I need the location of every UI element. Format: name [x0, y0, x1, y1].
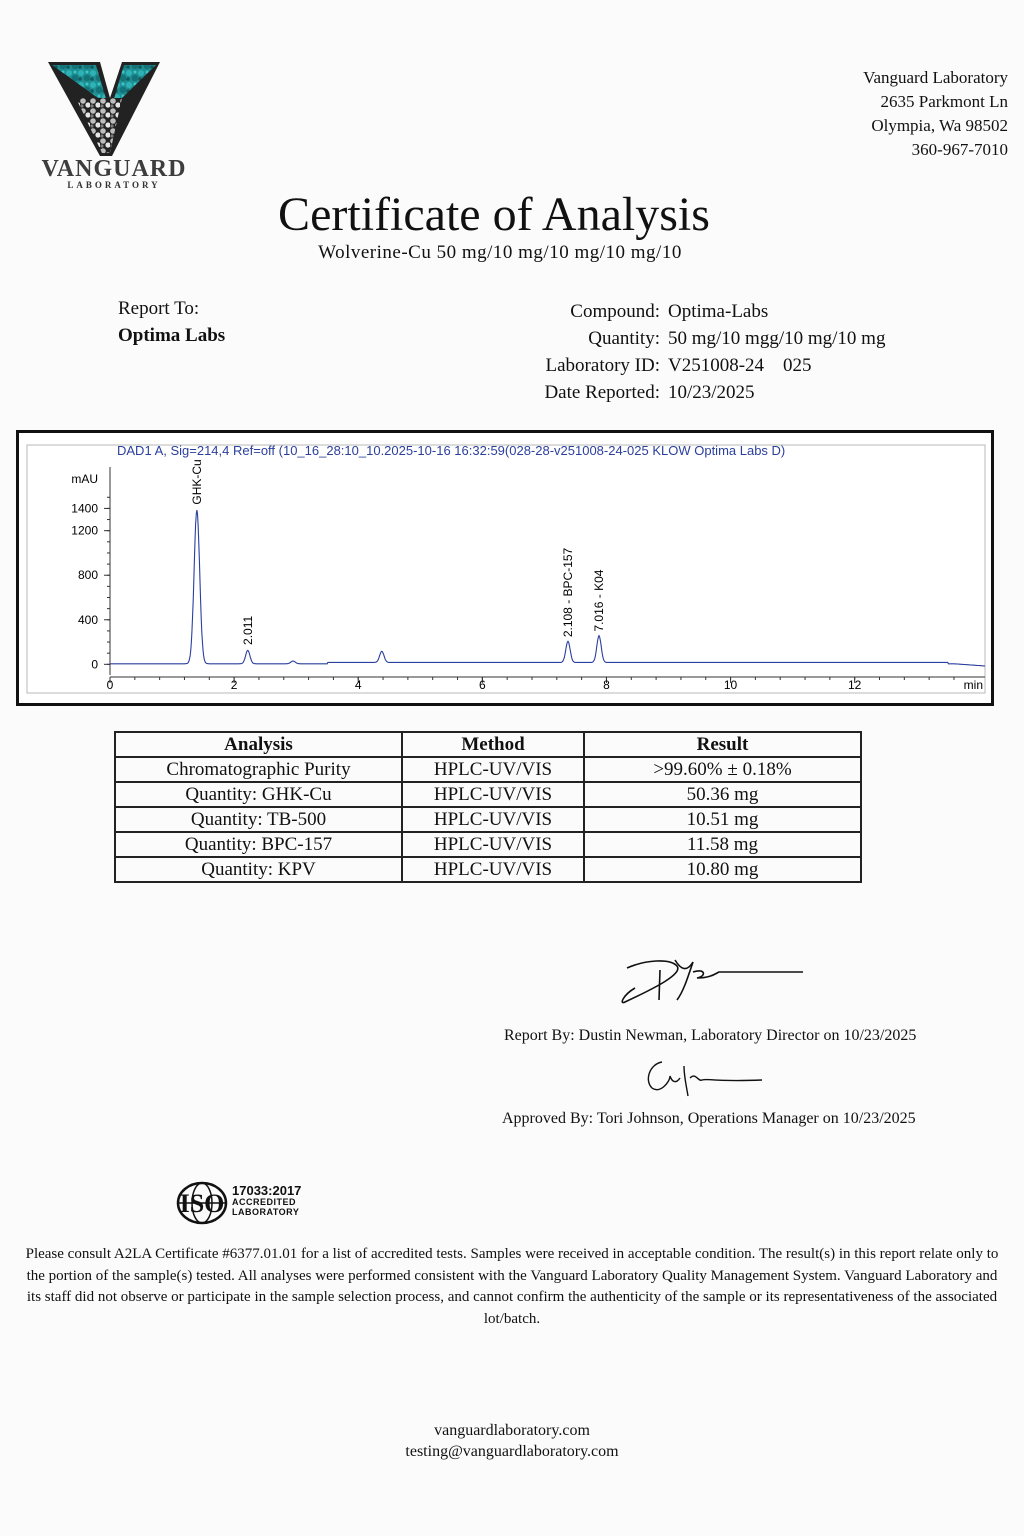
table-cell: 11.58 mg [584, 832, 861, 857]
lab-address [863, 66, 1008, 162]
detail-label: Compound: [570, 301, 660, 322]
detail-label: Quantity: [588, 328, 660, 349]
table-cell: 50.36 mg [584, 782, 861, 807]
iso-laboratory-word: LABORATORY [232, 1207, 300, 1217]
table-cell: HPLC-UV/VIS [402, 807, 584, 832]
table-cell: HPLC-UV/VIS [402, 857, 584, 882]
peak-label: 7.016 - K04 [592, 569, 607, 632]
table-row [115, 832, 861, 857]
detail-row [0, 325, 885, 352]
peak-label: GHK-Cu [189, 459, 204, 505]
report-by-line: Report By: Dustin Newman, Laboratory Director on 10/23/2025 [504, 1027, 917, 1044]
column-header: Analysis [115, 732, 402, 757]
sample-details [0, 298, 885, 406]
peak-label: 2.108 - BPC-157 [560, 547, 575, 638]
detail-value: V251008-24 025 [668, 355, 812, 376]
footer-email-link[interactable]: testing@vanguardlaboratory.com [405, 1443, 619, 1460]
detail-row [0, 298, 885, 325]
x-tick-label: 8 [603, 678, 610, 692]
report-to-label: Report To: [118, 298, 200, 319]
logo-wordmark: VANGUARD [41, 156, 187, 182]
table-cell: 10.80 mg [584, 857, 861, 882]
table-header-row [115, 732, 861, 757]
document-title: Certificate of Analysis [278, 188, 710, 241]
iso-globe-icon [174, 1180, 234, 1226]
iso-standard-number: 17033:2017 [232, 1183, 302, 1198]
table-cell: Chromatographic Purity [115, 757, 402, 782]
document-subtitle: Wolverine-Cu 50 mg/10 mg/10 mg/10 mg/10 [318, 242, 682, 263]
iso-accreditation-badge [174, 1180, 314, 1226]
iso-accredited-text [232, 1197, 299, 1217]
x-axis-label: min [963, 678, 983, 692]
logo-subtitle: LABORATORY [67, 180, 161, 190]
y-tick-label: 0 [91, 657, 98, 672]
table-cell: HPLC-UV/VIS [402, 832, 584, 857]
vanguard-logo [30, 58, 190, 188]
results-table [114, 731, 862, 883]
chart-title: DAD1 A, Sig=214,4 Ref=off (10_16_28:10_10.2025-10-16 16:32:59(028-28-v251008-24-025 KLOW Optima Labs D) [117, 443, 786, 458]
report-to-value: Optima Labs [118, 325, 226, 346]
x-tick-label: 10 [723, 678, 738, 692]
x-tick-label: 12 [848, 678, 862, 692]
disclaimer-text: Please consult A2LA Certificate #6377.01.01 for a list of accredited tests. Samples were received in acceptable condition. The result(s) in this report relate only to the portion of the sample(s) tested. All analyses were performed consistent with the Vanguard Laboratory Quality Management System. Vanguard Laboratory and its staff did not observe or participate in the sample selection process, and cannot confirm the authenticity of the sample or its representativeness of the associated lot/batch. [25, 1246, 999, 1327]
detail-label: Laboratory ID: [545, 355, 660, 376]
column-header: Result [584, 732, 861, 757]
address-line: 360-967-7010 [911, 140, 1008, 159]
y-tick-label: 1400 [71, 501, 98, 516]
table-cell: 10.51 mg [584, 807, 861, 832]
address-line: Vanguard Laboratory [863, 68, 1008, 87]
detail-value: 50 mg/10 mgg/10 mg/10 mg [668, 328, 886, 349]
table-cell: >99.60% ± 0.18% [584, 757, 861, 782]
y-tick-label: 800 [77, 568, 98, 583]
table-cell: Quantity: BPC-157 [115, 832, 402, 857]
address-line: 2635 Parkmont Ln [880, 92, 1008, 111]
y-tick-label: 1200 [71, 523, 98, 538]
x-tick-label: 6 [478, 678, 486, 692]
detail-label: Date Reported: [544, 382, 660, 403]
table-row [115, 757, 861, 782]
iso-mark-text: ISO [179, 1189, 225, 1218]
y-axis-label: mAU [71, 472, 98, 486]
address-line: Olympia, Wa 98502 [871, 116, 1008, 135]
chromatogram-frame [16, 430, 994, 706]
logo-v-mark [30, 58, 200, 158]
chromatogram-chart [19, 433, 991, 703]
plot-border [27, 445, 985, 693]
footer-website-link[interactable]: vanguardlaboratory.com [434, 1422, 590, 1439]
table-cell: Quantity: GHK-Cu [115, 782, 402, 807]
table-cell: Quantity: TB-500 [115, 807, 402, 832]
x-tick-label: 2 [230, 678, 238, 692]
table-cell: HPLC-UV/VIS [402, 782, 584, 807]
table-row [115, 782, 861, 807]
footer [0, 1420, 1024, 1462]
iso-accredited-word: ACCREDITED [232, 1197, 297, 1207]
detail-value: 10/23/2025 [668, 382, 755, 403]
director-signature [615, 950, 815, 1010]
detail-row [0, 352, 885, 379]
detail-value: Optima-Labs [668, 301, 769, 322]
x-tick-label: 0 [106, 678, 114, 692]
peak-label: 2.011 [240, 615, 255, 645]
approved-by-line: Approved By: Tori Johnson, Operations Manager on 10/23/2025 [502, 1110, 916, 1127]
column-header: Method [402, 732, 584, 757]
manager-signature [640, 1052, 770, 1102]
table-row [115, 807, 861, 832]
y-tick-label: 400 [77, 612, 98, 627]
table-cell: Quantity: KPV [115, 857, 402, 882]
table-cell: HPLC-UV/VIS [402, 757, 584, 782]
table-row [115, 857, 861, 882]
x-tick-label: 4 [354, 678, 362, 692]
detail-row [0, 379, 885, 406]
